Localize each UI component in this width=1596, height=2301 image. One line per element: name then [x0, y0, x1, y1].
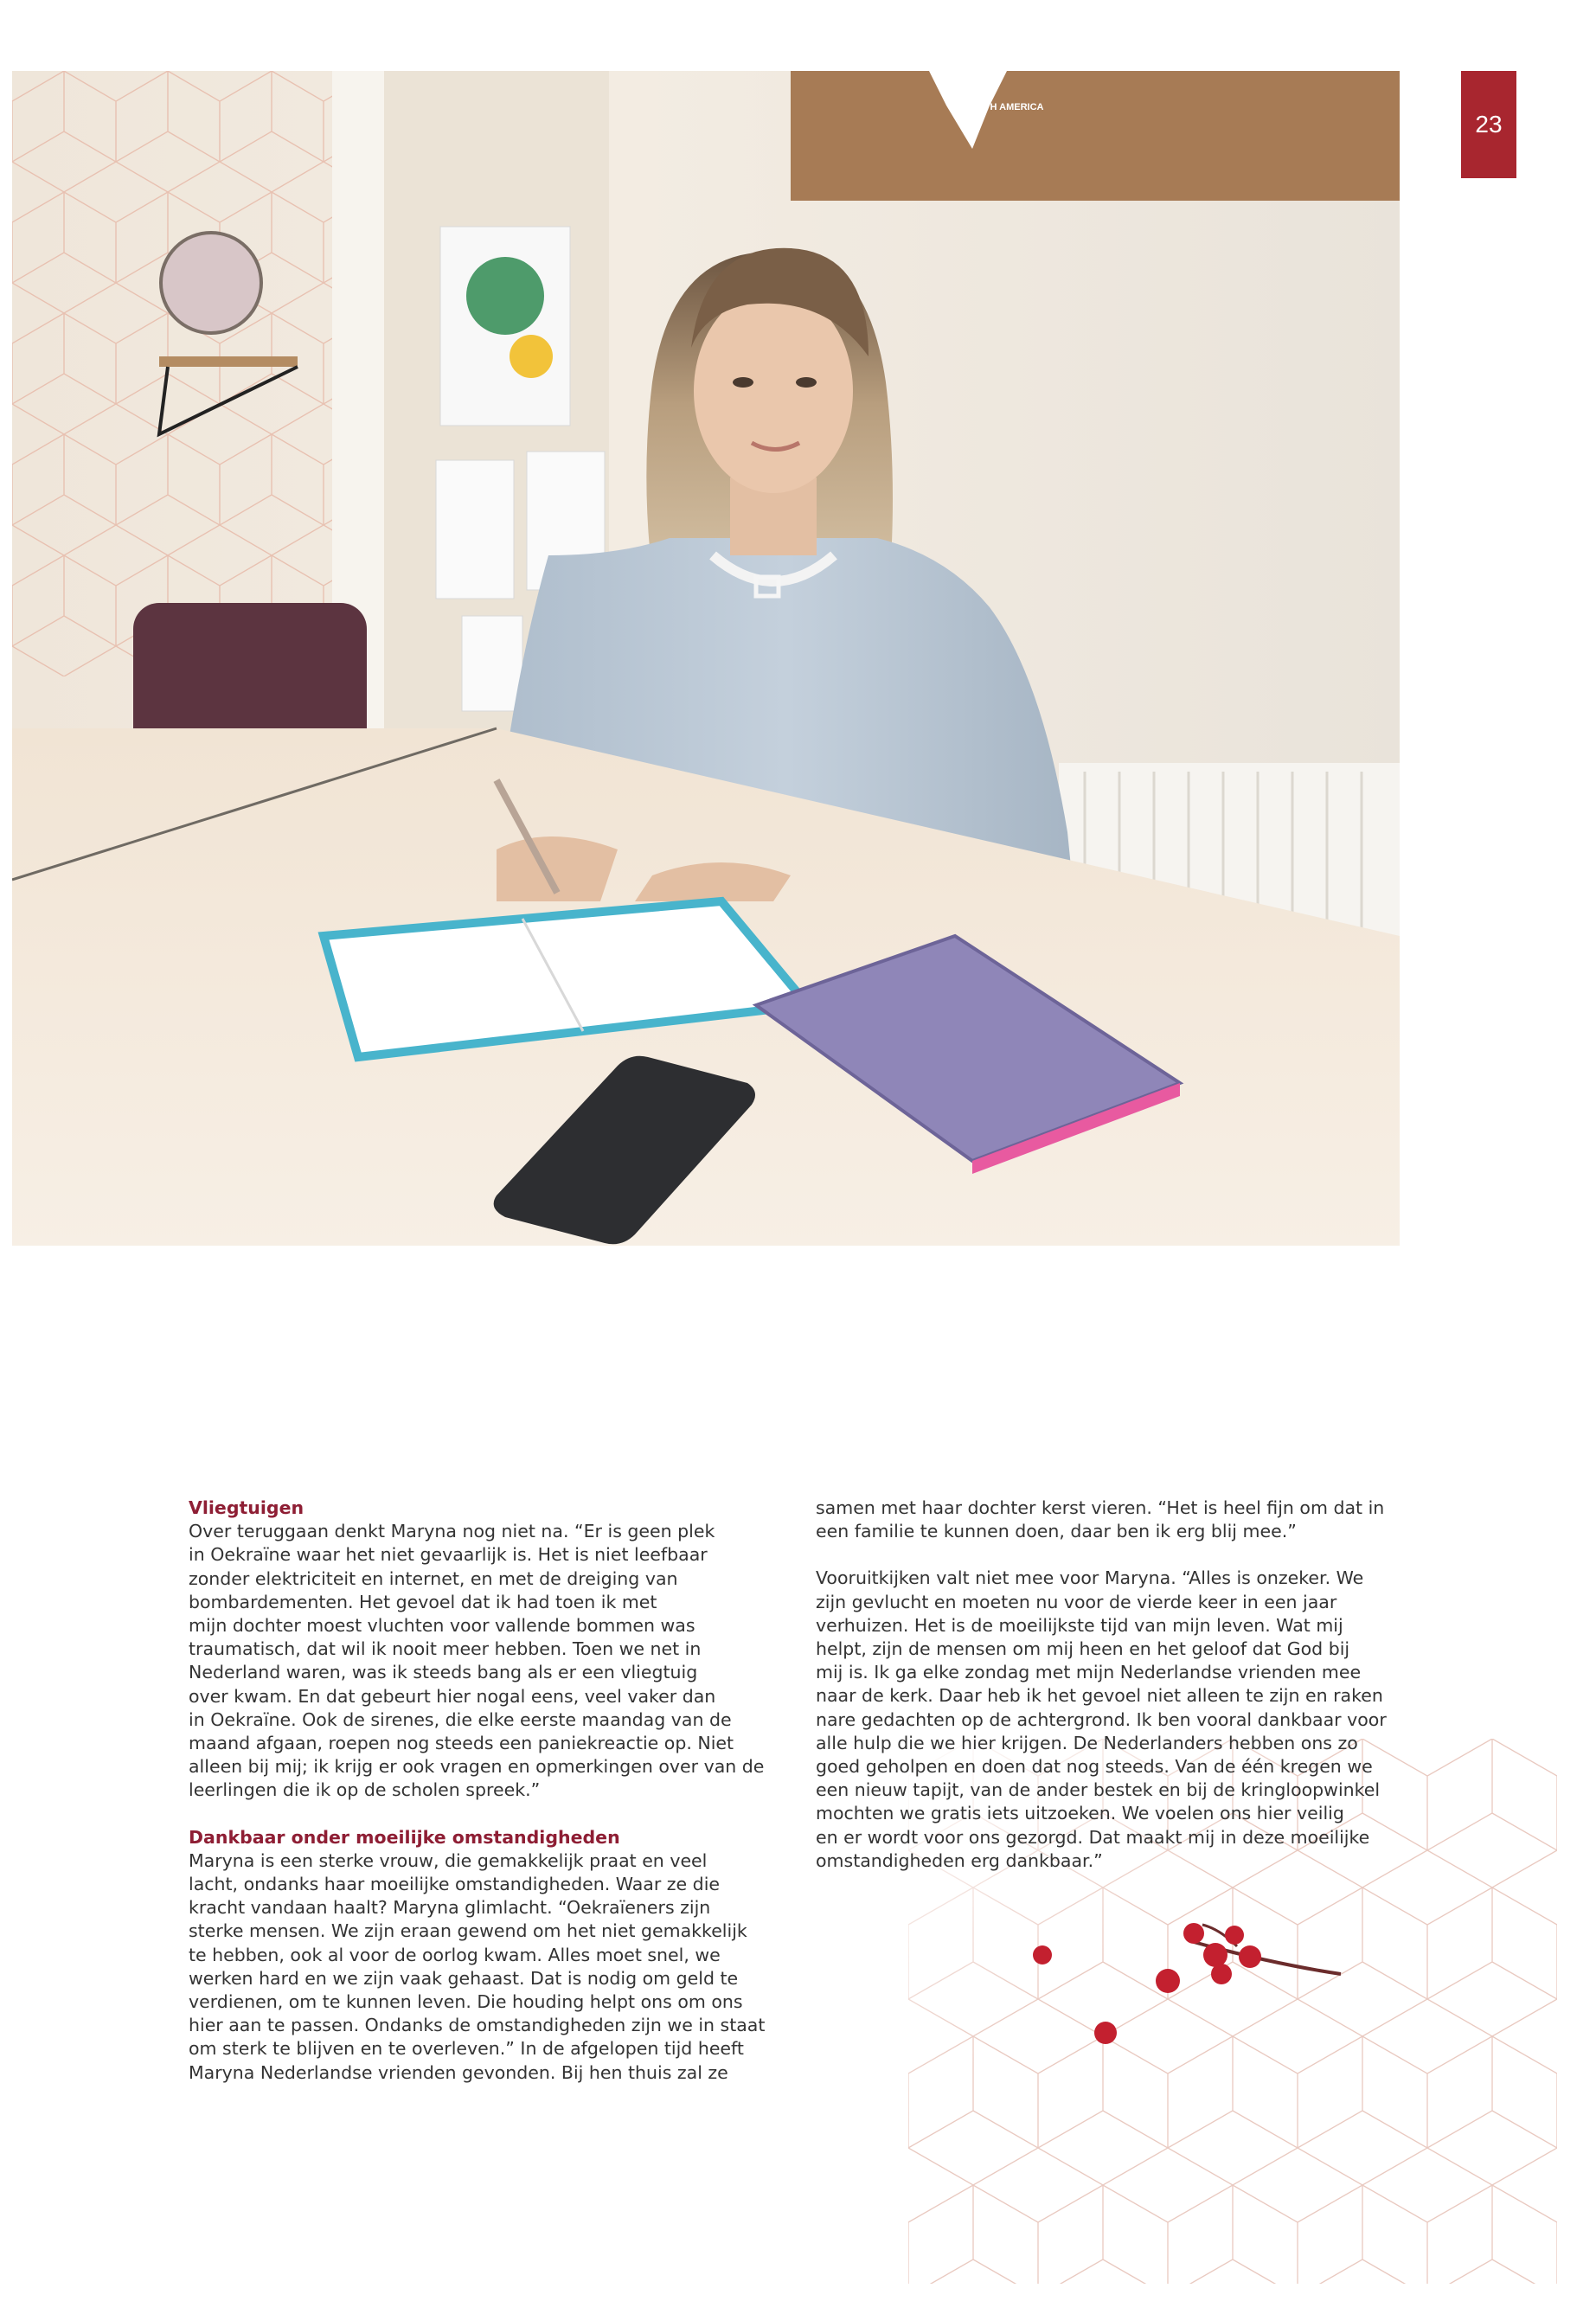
page-number-tab: [1461, 71, 1516, 178]
article-photo: [12, 71, 1400, 1246]
paragraph-vooruitkijken: Vooruitkijken valt niet mee voor Maryna. “Alles is onzeker. We zijn gevlucht en moeten nu voor de vierde keer in een jaar verhuizen. Het is de moeilijkste tijd van mijn leven. Wat mij helpt, zijn de mensen om mij heen en het geloof dat God bij mij is. Ik ga elke zondag met mijn Nederlandse vrienden mee naar de kerk. Daar heb ik het gevoel niet alleen te zijn en raken nare gedachten op de achtergrond. Ik ben vooral dankbaar voor alle hulp die we hier krijgen. De Nederlanders hebben ons zo goed geholpen en doen dat nog steeds. Van de één kregen we een nieuw tapijt, van de ander bestek en bij de kringloopwinkel mochten we gratis iets uitzoeken. We voelen ons hier veilig en er wordt voor ons gezorgd. Dat maakt mij in deze moeilijke omstandigheden erg dankbaar.”: [816, 1567, 1387, 1871]
section-heading-vliegtuigen: Vliegtuigen: [189, 1497, 304, 1518]
photo-woman-at-desk: [12, 71, 1400, 1246]
article-column-left: [189, 1497, 794, 2085]
paragraph-kerst: samen met haar dochter kerst vieren. “Het is heel fijn om dat in een familie te kunnen doen, daar ben ik erg blij mee.”: [816, 1497, 1385, 1542]
article-column-right: [816, 1497, 1421, 1873]
page-number: 23: [1475, 111, 1503, 138]
section-body-dankbaar: Maryna is een sterke vrouw, die gemakkelijk praat en veel lacht, ondanks haar moeilijke omstandigheden. Waar ze die kracht vandaan haalt? Maryna glimlacht. “Oekraïeners zijn sterke mensen. We zijn eraan gewend om het niet gemakkelijk te hebben, ook al voor de oorlog kwam. Alles moet snel, we werken hard en we zijn vaak gehaast. Dat is nodig om geld te verdienen, om te kunnen leven. Die houding helpt ons om ons hier aan te passen. Ondanks de omstandigheden zijn we in staat om sterk te blijven en te overleven.” In de afgelopen tijd heeft Maryna Nederlandse vrienden gevonden. Bij hen thuis zal ze: [189, 1849, 766, 2083]
section-body-vliegtuigen: Over teruggaan denkt Maryna nog niet na. “Er is geen plek in Oekraïne waar het niet gevaarlijk is. Het is niet leefbaar zonder elektriciteit en internet, en met de dreiging van bombardementen. Het gevoel dat ik had toen ik met mijn dochter moest vluchten voor vallende bommen was traumatisch, dat wil ik nooit meer hebben. Toen we net in Nederland waren, was ik steeds bang als er een vliegtuig over kwam. En dat gebeurt hier nogal eens, veel vaker dan in Oekraïne. Ook de sirenes, die elke eerste maandag van de maand afgaan, roepen nog steeds een paniekreactie op. Niet alleen bij mij; ik krijg er ook vragen en opmerkingen over van de leerlingen die ik op de scholen spreek.”: [189, 1521, 765, 1801]
section-heading-dankbaar: Dankbaar onder moeilijke omstandigheden: [189, 1826, 620, 1848]
map-label: SOUTH AMERICA: [964, 102, 1044, 112]
